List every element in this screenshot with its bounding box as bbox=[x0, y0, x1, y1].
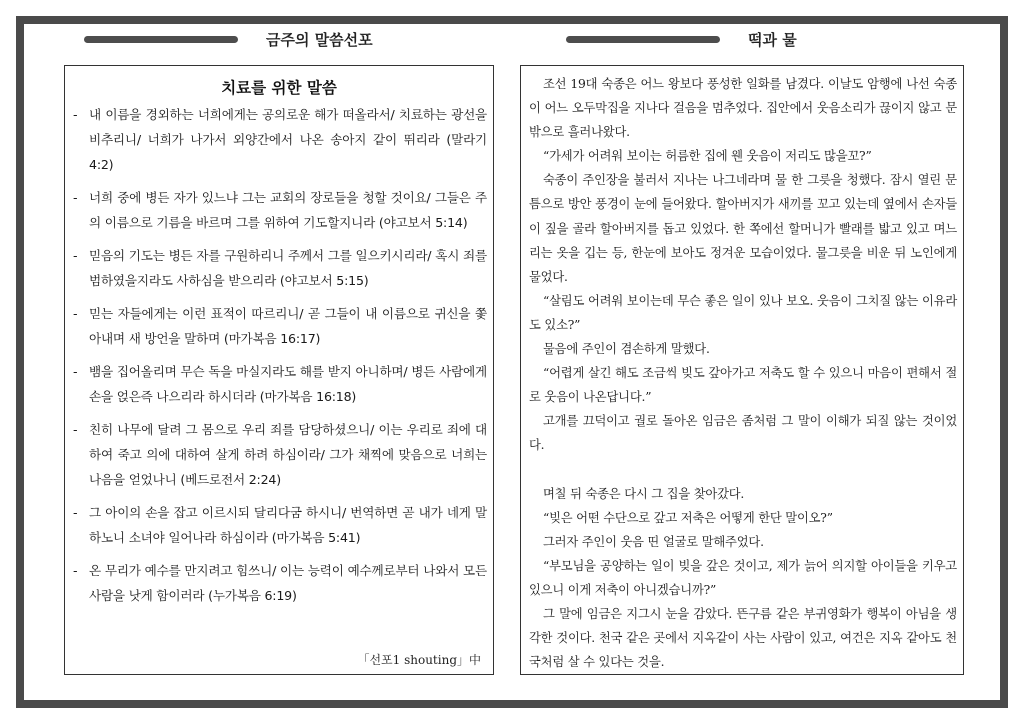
header-bar bbox=[84, 36, 238, 43]
left-section-header bbox=[84, 24, 373, 54]
story-box bbox=[520, 65, 964, 675]
story-paragraph: 며칠 뒤 숙종은 다시 그 집을 찾아갔다. bbox=[543, 486, 745, 501]
verse-item: - 너희 중에 병든 자가 있느냐 그는 교회의 장로들을 청할 것이요/ 그들은 주의 이름으로 기름을 바르며 그를 위하여 기도할지니라 (야고보서 5:14) bbox=[73, 190, 487, 230]
source-citation: 「선포1 shouting」中 bbox=[357, 653, 481, 667]
verse-item: - 내 이름을 경외하는 너희에게는 공의로운 해가 떠올라서/ 치료하는 광선을 비추리니/ 너희가 나가서 외양간에서 나온 송아지 같이 뛰리라 (말라기 4:2) bbox=[73, 107, 487, 172]
story-paragraph: “부모님을 공양하는 일이 빚을 갚은 것이고, 제가 늙어 의지할 아이들을 키우고 있으니 이게 저축이 아니겠습니까?” bbox=[529, 558, 957, 597]
right-header-title: 떡과 물 bbox=[748, 30, 797, 49]
story-paragraph: “가세가 어려워 보이는 허름한 집에 웬 웃음이 저리도 많을꼬?” bbox=[543, 149, 872, 164]
verse-text: 뱀을 집어올리며 무슨 독을 마실지라도 해를 받지 아니하며/ 병든 사람에게 손을 얹은즉 나으리라 하시더라 (마가복음 16:18) bbox=[89, 364, 487, 404]
story-paragraph: 그러자 주인이 웃음 띤 얼굴로 말해주었다. bbox=[543, 534, 764, 549]
story-text bbox=[529, 72, 957, 674]
verse-text: 온 무리가 예수를 만지려고 힘쓰니/ 이는 능력이 예수께로부터 나와서 모든 사람을 낫게 함이러라 (누가복음 6:19) bbox=[89, 563, 487, 603]
story-paragraph: 숙종이 주인장을 불러서 지나는 나그네라며 물 한 그릇을 청했다. 잠시 열린 문틈으로 방안 풍경이 눈에 들어왔다. 할아버지가 새끼를 꼬고 있는데 옆에서 손자들이 짚을 골라 할아버지를 돕고 있었다. 한 쪽에선 할머니가 빨래를 밟고 있고 며느리는 옷을 깁는 등, 한눈에 보아도 정겨운 모습이었다. 물그릇을 비운 뒤 노인에게 물었다. bbox=[529, 173, 957, 284]
verse-item: - 그 아이의 손을 잡고 이르시되 달리다굼 하시니/ 번역하면 곧 내가 네게 말하노니 소녀야 일어나라 하심이라 (마가복음 5:41) bbox=[73, 505, 487, 545]
right-section-header bbox=[566, 24, 797, 54]
verse-text: 친히 나무에 달려 그 몸으로 우리 죄를 담당하셨으니/ 이는 우리로 죄에 대하여 죽고 의에 대하여 살게 하려 하심이라/ 그가 채찍에 맞음으로 너희는 나음을 얻었나니 (베드로전서 2:24) bbox=[89, 422, 487, 487]
verse-text: 너희 중에 병든 자가 있느냐 그는 교회의 장로들을 청할 것이요/ 그들은 주의 이름으로 기름을 바르며 그를 위하여 기도할지니라 (야고보서 5:14) bbox=[89, 190, 487, 230]
story-paragraph: 고개를 끄덕이고 궐로 돌아온 임금은 좀처럼 그 말이 이해가 되질 않는 것이었다. bbox=[529, 414, 957, 453]
verse-item: - 온 무리가 예수를 만지려고 힘쓰니/ 이는 능력이 예수께로부터 나와서 모든 사람을 낫게 함이러라 (누가복음 6:19) bbox=[73, 563, 487, 603]
verse-text: 믿음의 기도는 병든 자를 구원하리니 주께서 그를 일으키시리라/ 혹시 죄를 범하였을지라도 사하심을 받으리라 (야고보서 5:15) bbox=[89, 248, 487, 288]
verse-text: 믿는 자들에게는 이런 표적이 따르리니/ 곧 그들이 내 이름으로 귀신을 쫓아내며 새 방언을 말하며 (마가복음 16:17) bbox=[89, 306, 487, 346]
paragraph-gap bbox=[529, 458, 957, 482]
verse-item: - 친히 나무에 달려 그 몸으로 우리 죄를 담당하셨으니/ 이는 우리로 죄에 대하여 죽고 의에 대하여 살게 하려 하심이라/ 그가 채찍에 맞음으로 너희는 나음을 얻었나니 (베드로전서 2:24) bbox=[73, 422, 487, 487]
story-paragraph: 조선 19대 숙종은 어느 왕보다 풍성한 일화를 남겼다. 이날도 암행에 나선 숙종이 어느 오두막집을 지나다 걸음을 멈추었다. 집안에서 웃음소리가 끊이지 않고 문밖으로 흘러나왔다. bbox=[529, 77, 957, 140]
story-paragraph: 물음에 주인이 겸손하게 말했다. bbox=[543, 342, 710, 357]
story-paragraph: “살림도 어려워 보이는데 무슨 좋은 일이 있나 보오. 웃음이 그치질 않는 이유라도 있소?” bbox=[529, 293, 957, 332]
scripture-title: 치료를 위한 말씀 bbox=[221, 79, 337, 97]
verse-item: - 믿음의 기도는 병든 자를 구원하리니 주께서 그를 일으키시리라/ 혹시 죄를 범하였을지라도 사하심을 받으리라 (야고보서 5:15) bbox=[73, 248, 487, 288]
verse-item: - 뱀을 집어올리며 무슨 독을 마실지라도 해를 받지 아니하며/ 병든 사람에게 손을 얹은즉 나으리라 하시더라 (마가복음 16:18) bbox=[73, 364, 487, 404]
scripture-box bbox=[64, 65, 494, 675]
verse-item: - 믿는 자들에게는 이런 표적이 따르리니/ 곧 그들이 내 이름으로 귀신을 쫓아내며 새 방언을 말하며 (마가복음 16:17) bbox=[73, 306, 487, 346]
verse-text: 내 이름을 경외하는 너희에게는 공의로운 해가 떠올라서/ 치료하는 광선을 비추리니/ 너희가 나가서 외양간에서 나온 송아지 같이 뛰리라 (말라기 4:2) bbox=[89, 107, 487, 172]
left-header-title: 금주의 말씀선포 bbox=[266, 30, 373, 49]
header-bar bbox=[566, 36, 720, 43]
story-paragraph: “어렵게 살긴 해도 조금씩 빚도 갚아가고 저축도 할 수 있으니 마음이 편해서 절로 웃음이 나온답니다.” bbox=[529, 366, 957, 405]
verse-list bbox=[73, 102, 487, 616]
story-paragraph: “빚은 어떤 수단으로 갚고 저축은 어떻게 한단 말이오?” bbox=[543, 510, 833, 525]
verse-text: 그 아이의 손을 잡고 이르시되 달리다굼 하시니/ 번역하면 곧 내가 네게 말하노니 소녀야 일어나라 하심이라 (마가복음 5:41) bbox=[89, 505, 487, 545]
story-paragraph: 그 말에 임금은 지그시 눈을 감았다. 뜬구름 같은 부귀영화가 행복이 아님을 생각한 것이다. 천국 같은 곳에서 지옥같이 사는 사람이 있고, 여건은 지옥 같아도 천국처럼 살 수 있다는 것을. bbox=[529, 606, 957, 670]
